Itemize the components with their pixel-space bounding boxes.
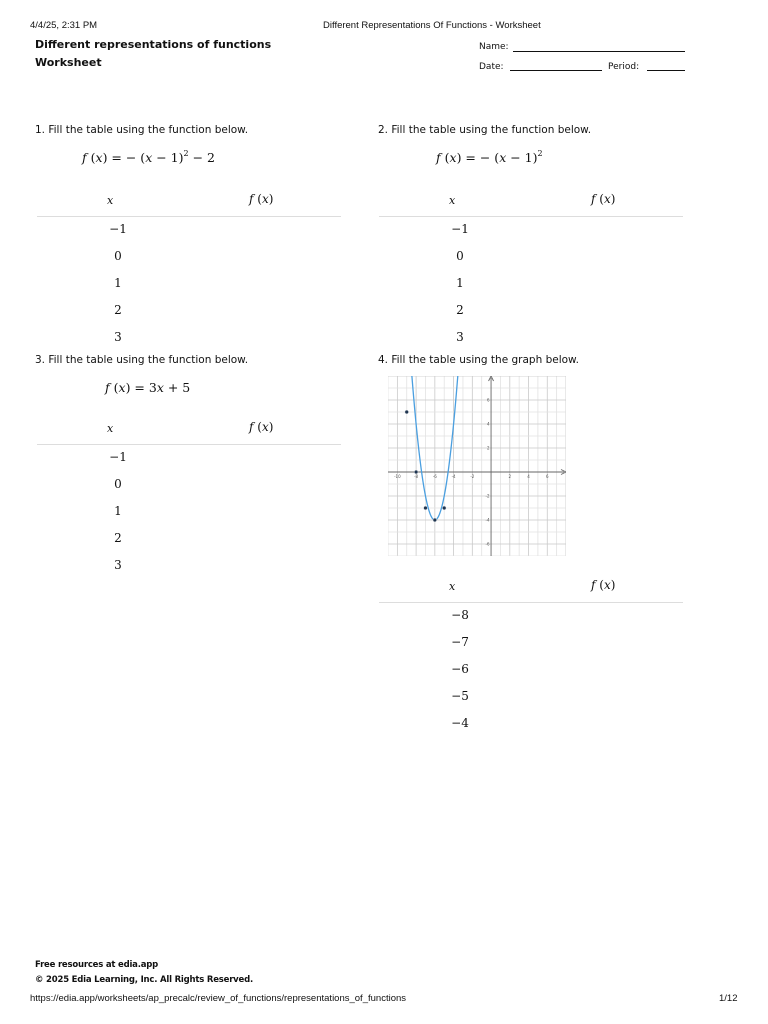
fx-arg: x: [603, 192, 611, 206]
column-header-x: x: [107, 422, 114, 435]
y-tick-label: 6: [487, 397, 490, 403]
question-2-table: [379, 190, 683, 344]
date-label: Date:: [479, 62, 504, 72]
table-header-row: [379, 576, 683, 603]
name-field[interactable]: [513, 51, 685, 52]
question-1-table: [37, 190, 341, 344]
graph-point: [405, 410, 409, 414]
table-cell-x: 2: [114, 303, 122, 317]
footer-copyright: © 2025 Edia Learning, Inc. All Rights Reserved.: [35, 975, 254, 985]
table-cell-x: 3: [114, 330, 122, 344]
column-header-fx: f (x): [249, 420, 274, 434]
x-tick-label: 4: [527, 474, 530, 479]
table-header-row: [37, 190, 341, 217]
table-header-row: [379, 190, 683, 217]
column-header-fx: f (x): [249, 192, 274, 206]
table-cell-x: −4: [451, 716, 469, 730]
question-3-function: f (x) = 3x + 5: [105, 380, 191, 395]
x-tick-label: 6: [545, 474, 549, 479]
footer-page-number: 1/12: [719, 993, 738, 1004]
x-tick-label: 2: [508, 474, 512, 479]
table-cell-x: 2: [114, 531, 122, 545]
x-tick-label: -6: [432, 474, 437, 479]
question-1-function: f (x) = − $(x - 1)^2 - 2$: [82, 149, 215, 165]
table-header-row: [37, 418, 341, 445]
question-4-text: 4. Fill the table using the graph below.: [378, 354, 579, 366]
x-tick-label: -10: [394, 474, 401, 479]
table-cell-x: 3: [114, 558, 122, 572]
fx-f: f: [249, 420, 254, 434]
table-cell-x: 0: [114, 477, 122, 491]
x-tick-label: -2: [470, 474, 475, 479]
column-header-x: x: [107, 194, 114, 207]
question-3-table: [37, 418, 341, 572]
column-header-fx: f (x): [591, 578, 616, 592]
table-cell-x: −1: [109, 222, 127, 236]
fx-arg: x: [603, 578, 611, 592]
date-field[interactable]: [510, 70, 602, 71]
table-cell-x: −1: [451, 222, 469, 236]
question-4-graph: [388, 376, 566, 556]
footer-url[interactable]: https://edia.app/worksheets/ap_precalc/review_of_functions/representations_of_functions: [30, 993, 407, 1004]
column-header-x: x: [449, 580, 456, 593]
graph-point: [442, 506, 446, 510]
graph-point: [414, 470, 418, 474]
table-cell-x: 0: [456, 249, 464, 263]
table-cell-x: −7: [451, 635, 469, 649]
fx-f: f: [591, 578, 596, 592]
fx-f: f: [591, 192, 596, 206]
name-label: Name:: [479, 42, 509, 52]
table-cell-x: 0: [114, 249, 122, 263]
table-cell-x: −6: [451, 662, 469, 676]
question-2-text: 2. Fill the table using the function below.: [378, 124, 592, 136]
question-4-table: [379, 576, 683, 730]
period-field[interactable]: [647, 70, 685, 71]
x-tick-label: -8: [414, 474, 419, 479]
table-cell-x: 2: [456, 303, 464, 317]
column-header-fx: f (x): [591, 192, 616, 206]
fx-arg: x: [261, 420, 269, 434]
y-tick-label: 2: [487, 445, 490, 451]
question-2-function: f (x) = − $(x - 1)^2$: [436, 149, 543, 165]
table-cell-x: 1: [114, 276, 122, 290]
fx-f: f: [249, 192, 254, 206]
table-cell-x: −8: [451, 608, 469, 622]
table-cell-x: −1: [109, 450, 127, 464]
worksheet-title-line1: Different representations of functions: [35, 38, 272, 51]
graph-point: [433, 518, 437, 522]
print-datetime: 4/4/25, 2:31 PM: [30, 20, 98, 31]
y-tick-label: -2: [485, 493, 490, 499]
table-cell-x: −5: [451, 689, 469, 703]
period-label: Period:: [608, 62, 640, 72]
graph-point: [424, 506, 428, 510]
x-tick-label: -4: [451, 474, 456, 479]
footer-resources: Free resources at edia.app: [35, 960, 159, 970]
column-header-x: x: [449, 194, 456, 207]
question-3-text: 3. Fill the table using the function below.: [35, 354, 249, 366]
table-cell-x: 1: [114, 504, 122, 518]
question-1-text: 1. Fill the table using the function below.: [35, 124, 249, 136]
table-cell-x: 1: [456, 276, 464, 290]
worksheet-title: [35, 36, 271, 72]
fx-arg: x: [261, 192, 269, 206]
print-page-title: Different Representations Of Functions - Worksheet: [323, 20, 541, 31]
table-cell-x: 3: [456, 330, 464, 344]
y-tick-label: 4: [487, 421, 490, 427]
y-tick-label: -4: [485, 517, 490, 523]
y-tick-label: -6: [485, 541, 490, 547]
worksheet-title-line2: Worksheet: [35, 56, 102, 69]
